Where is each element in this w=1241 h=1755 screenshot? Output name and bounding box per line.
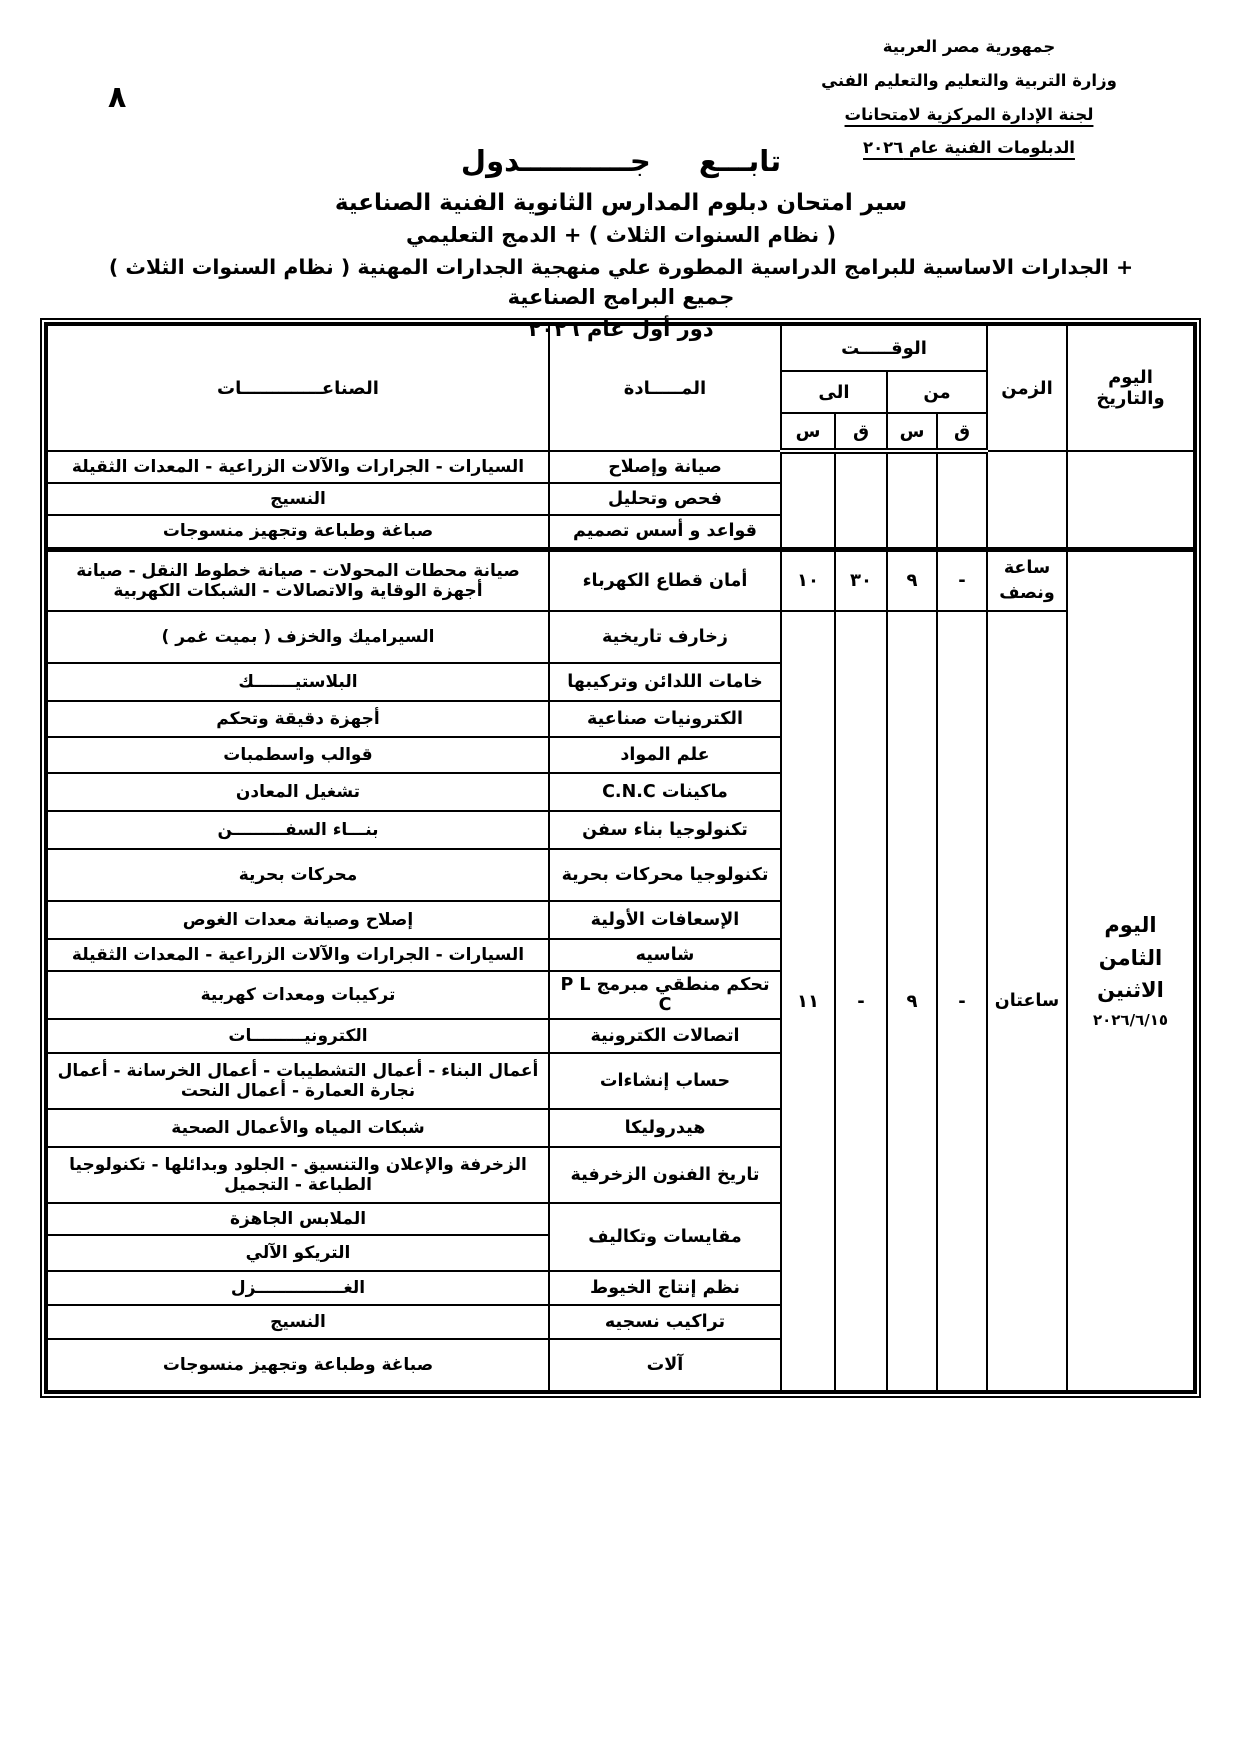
- cell-to-minute-session1: ٣٠: [835, 549, 887, 611]
- col-header-duration: الزمن: [987, 325, 1067, 451]
- cell-industries: السيارات - الجرارات والآلات الزراعية - المعدات الثقيلة: [47, 939, 549, 971]
- cell-duration-session1: ساعة ونصف: [987, 549, 1067, 611]
- cell-industries: تركيبات ومعدات كهربية: [47, 971, 549, 1019]
- cell-industries: بنـــاء السفـــــــــن: [47, 811, 549, 849]
- cell-subject: خامات اللدائن وتركيبها: [549, 663, 781, 701]
- col-header-day-date: اليوم والتاريخ: [1067, 325, 1194, 451]
- cell-subject: تراكيب نسجيه: [549, 1305, 781, 1339]
- cell-industries: النسيج: [47, 1305, 549, 1339]
- cell-industries: النسيج: [47, 483, 549, 515]
- cell-industries: التريكو الآلي: [47, 1235, 549, 1271]
- col-header-industries: الصناعـــــــــــــات: [47, 325, 549, 451]
- title-block: [41, 140, 1201, 345]
- col-header-to: الى: [781, 371, 887, 413]
- col-header-to-hour: س: [781, 413, 835, 451]
- cell-industries: قوالب واسطمبات: [47, 737, 549, 773]
- letterhead-diplomas: الدبلومات الفنية عام ٢٠٢٦: [863, 138, 1075, 158]
- cell-subject: مقايسات وتكاليف: [549, 1203, 781, 1271]
- cell-subject: اتصالات الكترونية: [549, 1019, 781, 1053]
- table-row: [47, 611, 1194, 663]
- cell-subject: زخارف تاريخية: [549, 611, 781, 663]
- cell-industries: صباغة وطباعة وتجهيز منسوجات: [47, 1339, 549, 1391]
- cell-industries: صباغة وطباعة وتجهيز منسوجات: [47, 515, 549, 549]
- exam-schedule-table-wrapper: [40, 318, 1201, 1398]
- cell-from-hour-empty: [887, 451, 937, 549]
- letterhead-ministry: وزارة التربية والتعليم والتعليم الفني: [821, 70, 1117, 90]
- title-competencies: + الجدارات الاساسية للبرامج الدراسية المطورة علي منهجية الجدارات المهنية ( نظام السنوات الثلاث ): [108, 254, 1134, 279]
- cell-subject: حساب إنشاءات: [549, 1053, 781, 1109]
- cell-subject: آلات: [549, 1339, 781, 1391]
- page-number: ٨: [108, 80, 127, 115]
- col-header-subject: المـــــادة: [549, 325, 781, 451]
- day-line-1: اليوم: [1104, 913, 1157, 938]
- cell-subject: علم المواد: [549, 737, 781, 773]
- title-continuation: تابـــع جـــــــــــدول: [460, 144, 782, 178]
- title-programs: جميع البرامج الصناعية: [507, 285, 735, 310]
- title-round: دور أول عام ٢٠٢٦: [528, 316, 714, 341]
- col-header-to-minute: ق: [835, 413, 887, 451]
- letterhead-committee: لجنة الإدارة المركزية لامتحانات: [844, 104, 1094, 124]
- cell-to-minute-session2: -: [835, 611, 887, 1391]
- title-system: ( نظام السنوات الثلاث ) + الدمج التعليمي: [405, 223, 837, 247]
- cell-industries: شبكات المياه والأعمال الصحية: [47, 1109, 549, 1147]
- cell-subject: فحص وتحليل: [549, 483, 781, 515]
- cell-subject: ماكينات C.N.C: [549, 773, 781, 811]
- cell-industries: أعمال البناء - أعمال التشطيبات - أعمال الخرسانة - أعمال نجارة العمارة - أعمال النحت: [47, 1053, 549, 1109]
- cell-industries: البلاستيـــــــك: [47, 663, 549, 701]
- cell-industries: أجهزة دقيقة وتحكم: [47, 701, 549, 737]
- cell-industries: محركات بحرية: [47, 849, 549, 901]
- cell-industries: صيانة محطات المحولات - صيانة خطوط النقل - صيانة أجهزة الوقاية والاتصالات - الشبكات الكهربية: [47, 549, 549, 611]
- cell-subject: صيانة وإصلاح: [549, 451, 781, 483]
- cell-from-hour-session2: ٩: [887, 611, 937, 1391]
- cell-subject: هيدروليكا: [549, 1109, 781, 1147]
- cell-subject: تحكم منطقي مبرمج P L C: [549, 971, 781, 1019]
- cell-to-hour-empty: [781, 451, 835, 549]
- cell-industries: الغـــــــــــــــزل: [47, 1271, 549, 1305]
- cell-from-minute-session2: -: [937, 611, 987, 1391]
- cell-day-date: [1067, 549, 1194, 1391]
- cell-to-hour-session1: ١٠: [781, 549, 835, 611]
- cell-industries: الزخرفة والإعلان والتنسيق - الجلود وبدائلها - تكنولوجيا الطباعة - التجميل: [47, 1147, 549, 1203]
- cell-subject: الإسعافات الأولية: [549, 901, 781, 939]
- exam-schedule-table: [46, 324, 1195, 1392]
- cell-industries: السيراميك والخزف ( بميت غمر ): [47, 611, 549, 663]
- cell-subject: نظم إنتاج الخيوط: [549, 1271, 781, 1305]
- cell-to-hour-session2: ١١: [781, 611, 835, 1391]
- cell-day-empty: [1067, 451, 1194, 549]
- cell-to-minute-empty: [835, 451, 887, 549]
- table-row: [47, 549, 1194, 611]
- cell-subject: قواعد و أسس تصميم: [549, 515, 781, 549]
- letterhead-country: جمهورية مصر العربية: [882, 37, 1056, 56]
- table-row: [47, 451, 1194, 483]
- day-date-value: ٢٠٢٦/٦/١٥: [1092, 1010, 1169, 1029]
- cell-industries: إصلاح وصيانة معدات الغوص: [47, 901, 549, 939]
- cell-subject: تاريخ الفنون الزخرفية: [549, 1147, 781, 1203]
- col-header-time: الوقـــــت: [781, 325, 987, 371]
- col-header-from-minute: ق: [937, 413, 987, 451]
- day-line-3: الاثنين: [1097, 978, 1164, 1003]
- cell-industries: تشغيل المعادن: [47, 773, 549, 811]
- day-line-2: الثامن: [1098, 945, 1163, 970]
- cell-industries: السيارات - الجرارات والآلات الزراعية - المعدات الثقيلة: [47, 451, 549, 483]
- cell-duration-session2: ساعتان: [987, 611, 1067, 1391]
- cell-industries: الملابس الجاهزة: [47, 1203, 549, 1235]
- cell-from-hour-session1: ٩: [887, 549, 937, 611]
- cell-subject: تكنولوجيا بناء سفن: [549, 811, 781, 849]
- col-header-from-hour: س: [887, 413, 937, 451]
- cell-subject: أمان قطاع الكهرباء: [549, 549, 781, 611]
- col-header-from: من: [887, 371, 987, 413]
- title-exam: سير امتحان دبلوم المدارس الثانوية الفنية الصناعية: [334, 189, 908, 216]
- cell-from-minute-session1: -: [937, 549, 987, 611]
- cell-industries: الكترونيـــــــــات: [47, 1019, 549, 1053]
- cell-duration-empty: [987, 451, 1067, 549]
- cell-subject: شاسيه: [549, 939, 781, 971]
- cell-from-minute-empty: [937, 451, 987, 549]
- cell-subject: الكترونيات صناعية: [549, 701, 781, 737]
- cell-subject: تكنولوجيا محركات بحرية: [549, 849, 781, 901]
